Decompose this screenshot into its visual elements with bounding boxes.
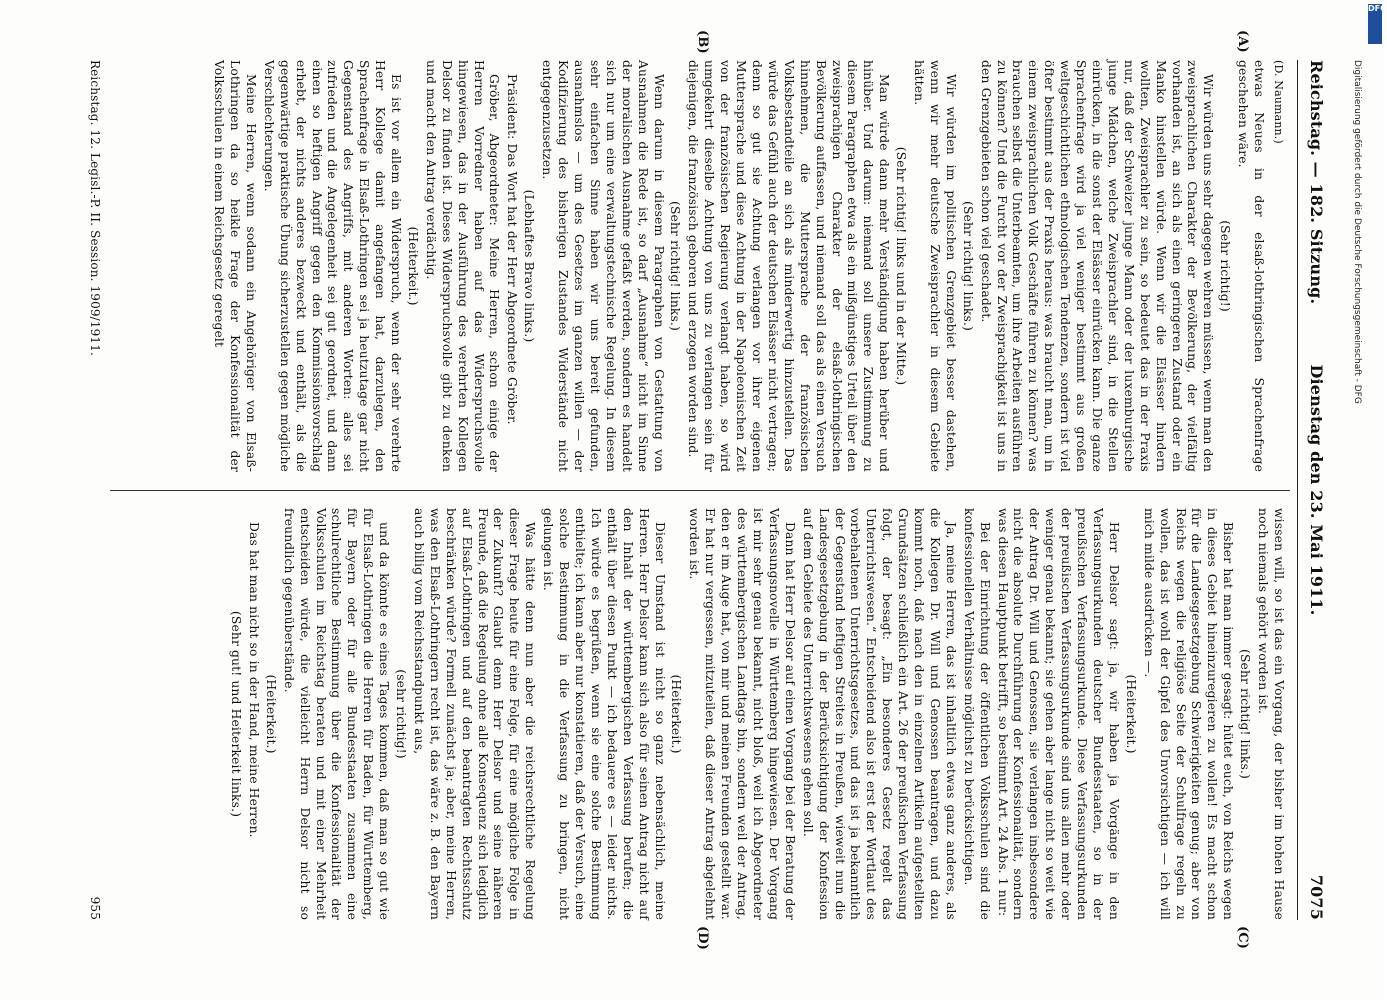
footer-left: Reichstag. 12. Legisl.-P. II. Session. 1909/1911. bbox=[88, 60, 102, 356]
running-head-date: Dienstag den 23. Mai 1911. bbox=[1307, 364, 1326, 616]
margin-mark-c: (C) bbox=[1235, 926, 1250, 950]
paragraph: Meine Herren, wenn sodann ein Angehöriger von Elsaß-Lothringen da so heikle Frage der Konfessionalität der Volksschulen in einem Reichsgesetz geregelt bbox=[212, 60, 258, 472]
interjection: (Heiterkeit.) bbox=[405, 226, 420, 306]
paragraph: Wir würden uns sehr dagegen wehren müssen, wenn man den zweisprachlichen Charakter der Bevölkerung, der vielfältig vorhanden ist, an sich als einen geringeren Zustand oder ein Manko hinstellen würde. Wenn wir die Elsässer hindern wollten, Zweisprachler zu sein, so bedeutet das in der Praxis nur, daß der Schweizer junge Mann oder der luxemburgische junge Mädchen, welche Zweisprachler sind, in die Stellen einrücken, in die sonst der Elsässer einrücken kann. Die ganze Sprachenfrage wird ja viel weniger bestimmt aus großen weltgeschichtlichen ethnologischen Tendenzen, sondern ist viel öfter bestimmt aus der Praxis heraus: was braucht man, um in einem zweisprachlichen Volk Geschäfte führen zu können? was brauchen selbst die Unterbeamten, um ihre Arbeiten ausführen zu können? Und die Furcht vor der Zweisprachigkeit ist uns in den Grenzgebieten schon viel geschadet. bbox=[978, 60, 1216, 472]
paragraph: Bisher hat man immer gesagt: hütet euch, von Reichs wegen in dieses Gebiet hineinzuregieren zu wollen! Es macht schon für die Landesgesetzgebung Schwierigkeiten genug; aber von Reichs wegen die religiöse Seite der Schulfrage regeln zu wollen, das ist wohl der Gipfel des Unvorsichtigen — ich will mich milde ausdrücken —. bbox=[1141, 508, 1236, 920]
printed-sheet bbox=[70, 30, 1330, 951]
interjection: (Lebhaftes Bravo links.) bbox=[522, 189, 537, 343]
interjection: (Sehr richtig! links.) bbox=[668, 201, 683, 331]
page-number: 7075 bbox=[1307, 874, 1326, 920]
quotation: Bei der Einrichtung der öffentlichen Volksschulen sind die konfessionellen Verhältnisse möglichst zu berücksichtigen. bbox=[961, 508, 992, 920]
paragraph: und da könnte es eines Tages kommen, daß man so gut wie für Elsaß-Lothringen die Herren für Baden, für Württemberg, für Bayern oder für alle Bundesstaaten zusammen eine schulrechtliche Bestimmung über die Konfessionalität der Volksschulen im Reichstag beraten und mit einer Mehrheit entscheiden würde, die vielleicht Herrn Delsor nicht so freundlich gegenüberstände. bbox=[281, 508, 392, 920]
footer-signature: 955 bbox=[88, 896, 102, 920]
interjection: (Sehr gut! und Heiterkeit links.) bbox=[229, 610, 243, 818]
right-column bbox=[106, 508, 1286, 920]
speaker-note: (D. Naumann.) bbox=[1272, 60, 1285, 144]
running-head-left: Reichstag. — 182. Sitzung. bbox=[1307, 60, 1326, 305]
speaker-paragraph: Gröber, Abgeordneter: Meine Herren, schon einige der Herren Vorredner haben auf das Widerspruchsvolle hingewiesen, das in der Ausführung des verehrten Kollegen Delsor zu finden ist. Dieses Widerspruchsvolle gibt zu denken und macht den Antrag verdächtig. bbox=[423, 60, 502, 472]
interjection: (Heiterkeit.) bbox=[263, 674, 278, 754]
interjection: (Heiterkeit.) bbox=[669, 674, 684, 754]
dfg-logo bbox=[1368, 4, 1387, 44]
digitization-note: Digitalisierung gefördert durch die Deutsche Forschungsgemeinschaft - DFG bbox=[1352, 60, 1362, 404]
paragraph: etwas Neues in der elsaß-lothringischen Sprachenfrage geschehen wäre. bbox=[1236, 60, 1267, 472]
interjection: (Sehr richtig!) bbox=[1218, 220, 1233, 312]
margin-mark-d: (D) bbox=[695, 926, 710, 951]
paragraph: Das hat man nicht so in der Hand, meine Herren. bbox=[246, 522, 261, 838]
paragraph: Was hätte denn nun aber die reichsrechtliche Regelung dieser Frage heute für eine Folge, für eine mögliche Folge in der Zukunft? Glaubt denn Herr Delsor und seine näheren Freunde, daß die Regelung ohne alle Konsequenz sich lediglich auf Elsaß-Lothringen und auf den beantragten Rechtsschutz beschränken würde? Formell zunächst ja; aber, meine Herren, was den Elsaß-Lothringern recht ist, das wäre z. B. den Bayern auch billig vom Reichsstandpunkt aus, bbox=[411, 508, 538, 920]
paragraph: wissen will, so ist das ein Vorgang, der bisher im hohen Hause noch niemals gehört worden ist. bbox=[1256, 508, 1286, 920]
interjection: (Heiterkeit.) bbox=[1123, 674, 1138, 754]
paragraph: Es ist vor allem ein Widerspruch, wenn der sehr verehrte Herr Kollege damit angefangen hat, darzulegen, den Sprachenfrage in Elsaß-Lothringen sei ja heutzutage gar nicht Gegenstand des Angriffs, mit anderen Worten: alles sei zufrieden und die Angelegenheit sei gut geordnet, und dann einen so heftigen Angriff gegen den Kommissionsvorschlag erhebt, der nichts anderes bezweckt und enthält, als die gegenwärtige praktische Übung sicherzustellen gegen mögliche Verschlechterungen. bbox=[261, 60, 404, 472]
interjection: (Sehr richtig! links und in der Mitte.) bbox=[894, 146, 909, 386]
header-rule bbox=[1297, 60, 1298, 920]
president-paragraph: Präsident: Das Wort hat der Herr Abgeordnete Gröber. bbox=[505, 74, 520, 425]
paragraph: Dann hat Herr Delsor auf einen Vorgang bei der Beratung der Verfassungsnovelle in Württemberg hingewiesen. Der Vorgang ist mir sehr genau bekannt, nicht bloß, weil ich Abgeordneter des württembergischen Landtags bin, sondern weil der Antrag, den er im Auge hat, von mir und meinen Freunden gestellt war. Er hat nur vergessen, mitzuteilen, daß dieser Antrag abgelehnt worden ist. bbox=[687, 508, 797, 920]
interjection: (Sehr richtig! links.) bbox=[1238, 649, 1253, 779]
paragraph: Ja, meine Herren, das ist inhaltlich etwas ganz anderes, als die Kollegen Dr. Will und Genossen beantragen, und dazu kommt noch, daß nach den in einzelnen Artikeln aufgestellten Grundsätzen schließlich ein Art. 26 der preußischen Verfassung folgt, der besagt: „Ein besonderes Gesetz regelt das Unterrichtswesen.“ Entscheidend also ist erst der Wortlaut des vorbehaltenen Unterrichtsgesetzes, und das ist ja bekanntlich der Gegenstand heftigen Streites in Preußen, wieweit nun die Landesgesetzgebung in der Berücksichtigung der Konfession auf dem Gebiete des Unterrichtswesens gehen soll. bbox=[800, 508, 958, 920]
column-divider bbox=[110, 490, 1290, 491]
paragraph: Herr Delsor sagt: ja, wir haben ja Vorgänge in den Verfassungsurkunden deutscher Bundesstaaten, so in der preußischen Verfassungsurkunde. Diese Verfassungsurkunden der preußischen Verfassungsurkunde sind uns allen mehr oder weniger genau bekannt; sie gehen aber lange nicht so weit wie der Antrag Dr. Will und Genossen, sie verlangen insbesondere nicht die absolute Durchführung der Konfessionalität, sondern was diesen Hauptpunkt betrifft, so bestimmt Art. 24 Abs. 1 nur: bbox=[995, 508, 1121, 920]
paragraph: Wir würden im politischen Grenzgebiet besser dastehen, wenn wir mehr deutsche Zweisprachler in diesem Gebiete hätten. bbox=[912, 60, 958, 472]
interjection: (Sehr richtig! links.) bbox=[960, 201, 975, 331]
paragraph: Man würde dann mehr Verständigung haben herüber und hinüber. Und darum: niemand soll unsere Zustimmung zu diesem Paragraphen etwa als ein mißgünstiges Urteil über den zweisprachigen Charakter der elsaß-lothringischen Bevölkerung auffassen, und niemand soll das als einen Versuch hinnehmen, die Muttersprache der französischen Volksbestandteile an sich als minderwertig hinzustellen. Das würde das Gefühl auch der deutschen Elsässer nicht vertragen; denn so gut sie Achtung verlangen vor ihrer eigenen Muttersprache und diese Achtung in der Napoleonischen Zeit von der französischen Regierung verlangt haben, so wird umgekehrt dieselbe Achtung von uns zu verlangen sein für diejenigen, die französisch geboren und erzogen worden sind. bbox=[686, 60, 892, 472]
margin-mark-b: (B) bbox=[695, 30, 710, 54]
interjection: (sehr richtig!) bbox=[394, 669, 409, 759]
margin-mark-a: (A) bbox=[1235, 30, 1250, 53]
dfg-logo-text: DFG bbox=[1368, 4, 1387, 13]
paragraph: Dieser Umstand ist nicht so ganz nebensächlich, meine Herren. Herr Delsor kann sich also für seinen Antrag nicht auf den Inhalt der württembergischen Verfassung berufen; die enthält über diesen Punkt — ich bedauere es — leider nichts. Ich würde es begrüßen, wenn sie eine solche Bestimmung enthielte; ich kann aber nur konstatieren, daß der Versuch, eine solche Bestimmung in die Verfassung zu bringen, nicht gelungen ist. bbox=[541, 508, 667, 920]
left-column bbox=[106, 60, 1286, 472]
running-head bbox=[1300, 60, 1330, 920]
paragraph: Wenn darum in diesem Paragraphen von Gestattung von Ausnahmen die Rede ist, so darf „Ausnahme“ nicht im Sinne der moralischen Ausnahme gefaßt werden, sondern es handelt sich nur um eine verwaltungstechnische Regelung. In diesem sehr einfachen Sinne haben wir uns bereit gefunden, ausnahmslos — um des Gesetzes im ganzen willen — der Kodifizierung des bisherigen Zustandes Widerstände nicht entgegenzusetzen. bbox=[540, 60, 666, 472]
